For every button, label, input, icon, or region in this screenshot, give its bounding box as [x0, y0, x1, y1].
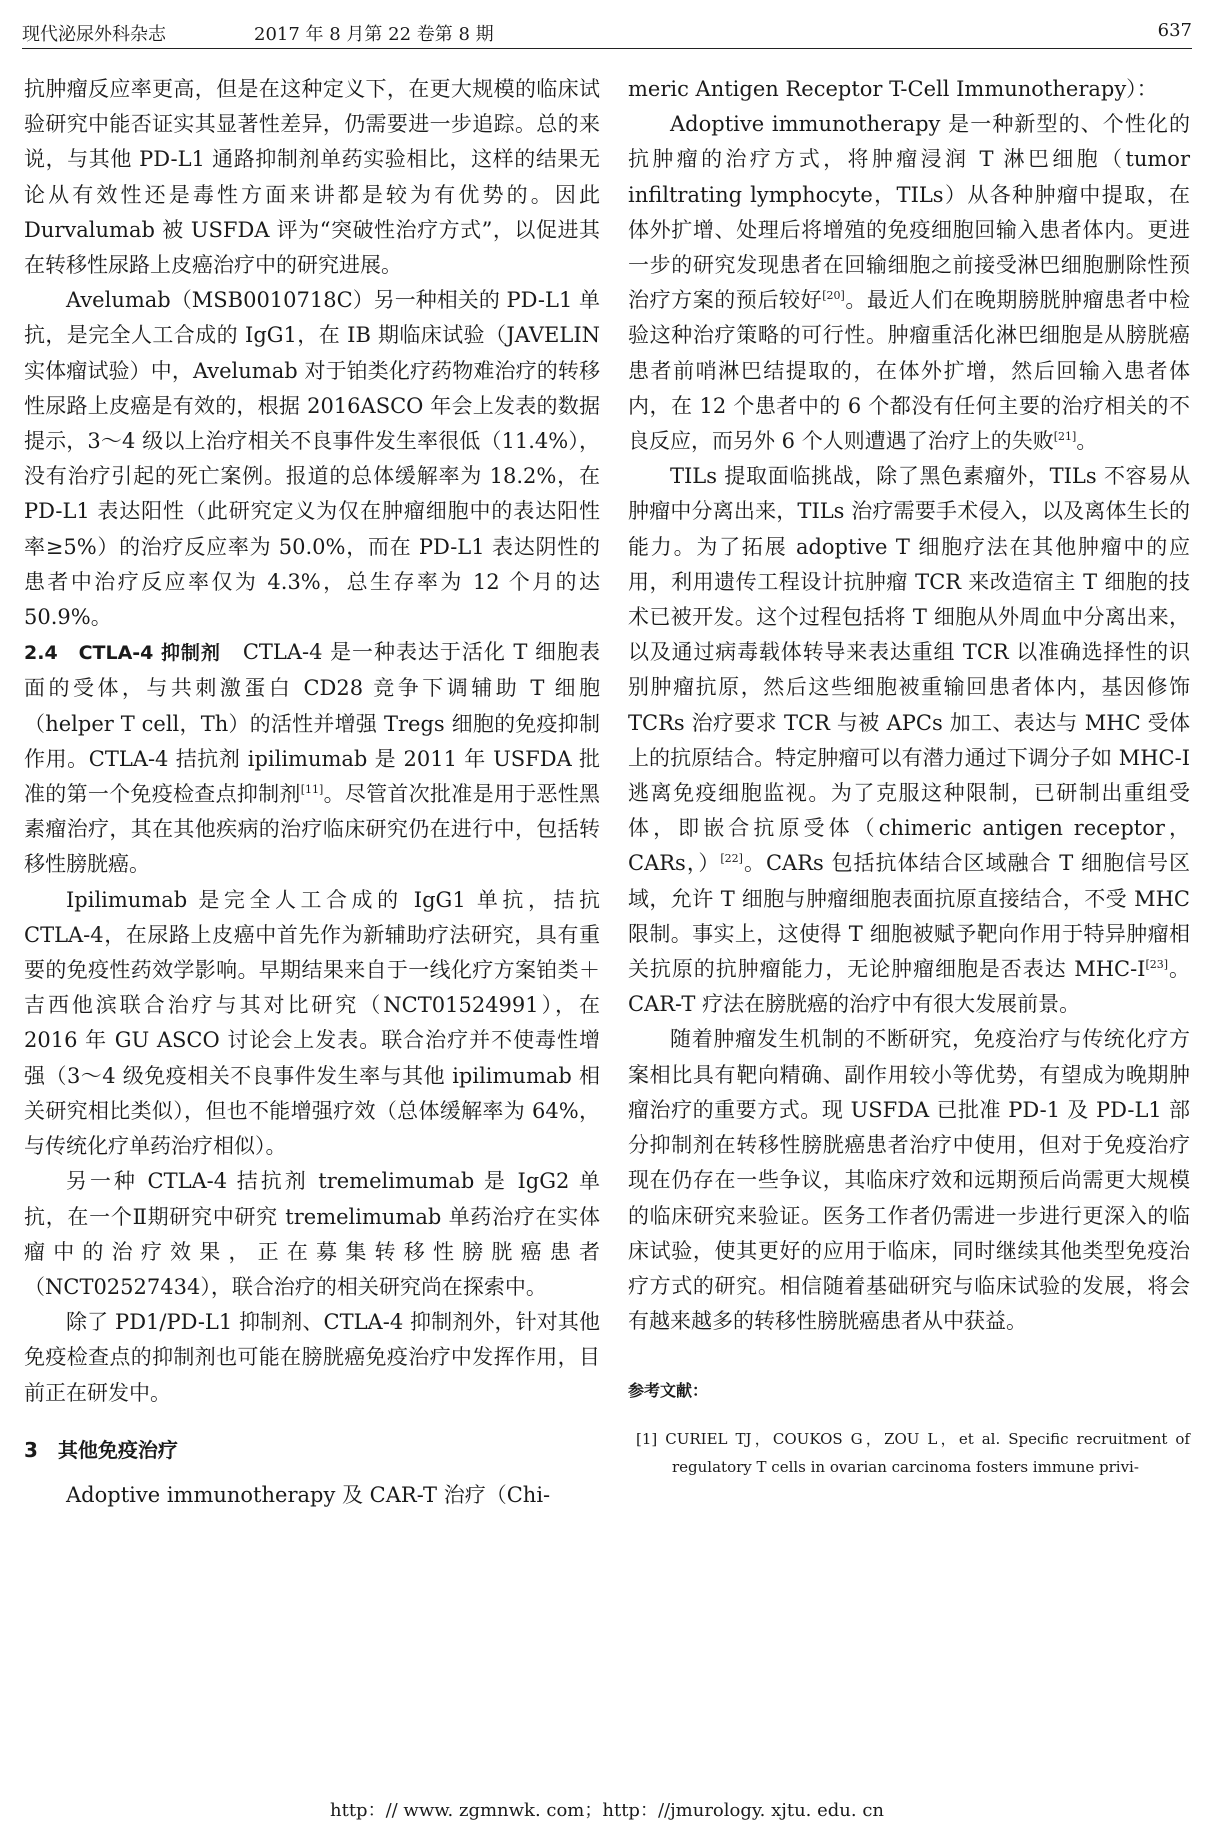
section-heading: 3 其他免疫治疗 [24, 1437, 178, 1462]
issue-info: 2017 年 8 月第 22 卷第 8 期 [254, 24, 494, 45]
journal-name: 现代泌尿外科杂志 [22, 24, 166, 45]
running-header [22, 14, 1192, 49]
citation[interactable]: [11] [300, 783, 324, 797]
reference-item: [1] CURIEL TJ，COUKOS G，ZOU L，et al. Specific recruitment of regulatory T cells in ovarian carcinoma fosters immune privi- [636, 1429, 1190, 1476]
footer-urls: http：// www. zgmnwk. com；http：//jmurology. xjtu. edu. cn [330, 1800, 884, 1821]
paragraph: Adoptive immunotherapy 是一种新型的、个性化的抗肿瘤的治疗方式，将肿瘤浸润 T 淋巴细胞（tumor infiltrating lymphocyte，TILs）从各种肿瘤中提取，在体外扩增、处理后将增殖的免疫细胞回输入患者体内。更进一步的研究发现患者在回输细胞之前接受淋巴细胞删除性预治疗方案的预后较好[20]。最近人们在晚期膀胱肿瘤患者中检验这种治疗策略的可行性。肿瘤重活化淋巴细胞是从膀胱癌患者前哨淋巴结提取的，在体外扩增，然后回输入患者体内，在 12 个患者中的 6 个都没有任何主要的治疗相关的不良反应，而另外 6 个人则遭遇了治疗上的失败[21]。 [628, 112, 1190, 454]
page-number: 637 [1157, 20, 1192, 41]
paragraph: 另一种 CTLA-4 拮抗剂 tremelimumab 是 IgG2 单抗，在一个Ⅱ期研究中研究 tremelimumab 单药治疗在实体瘤中的治疗效果，正在募集转移性膀胱癌患者（NCT02527434），联合治疗的相关研究尚在探索中。 [24, 1169, 600, 1299]
left-column [24, 72, 600, 1513]
paragraph: 抗肿瘤反应率更高，但是在这种定义下，在更大规模的临床试验研究中能否证实其显著性差异，仍需要进一步追踪。总的来说，与其他 PD-L1 通路抑制剂单药实验相比，这样的结果无论从有效性还是毒性方面来讲都是较为有优势的。因此 Durvalumab 被 USFDA 评为“突破性治疗方式”，以促进其在转移性尿路上皮癌治疗中的研究进展。 [24, 77, 600, 278]
paragraph: TILs 提取面临挑战，除了黑色素瘤外，TILs 不容易从肿瘤中分离出来，TILs 治疗需要手术侵入，以及离体生长的能力。为了拓展 adoptive T 细胞疗法在其他肿瘤中的应用，利用遗传工程设计抗肿瘤 TCR 来改造宿主 T 细胞的技术已被开发。这个过程包括将 T 细胞从外周血中分离出来，以及通过病毒载体转导来表达重组 TCR 以准确选择性的识别肿瘤抗原，然后这些细胞被重输回患者体内，基因修饰 TCRs 治疗要求 TCR 与被 APCs 加工、表达与 MHC 受体上的抗原结合。特定肿瘤可以有潜力通过下调分子如 MHC-I 逃离免疫细胞监视。为了克服这种限制，已研制出重组受体，即嵌合抗原受体（chimeric antigen receptor，CARs，）[22]。CARs 包括抗体结合区域融合 T 细胞信号区域，允许 T 细胞与肿瘤细胞表面抗原直接结合，不受 MHC 限制。事实上，这使得 T 细胞被赋予靶向作用于特异肿瘤相关抗原的抗肿瘤能力，无论肿瘤细胞是否表达 MHC-I[23]。CAR-T 疗法在膀胱癌的治疗中有很大发展前景。 [628, 464, 1191, 1017]
citation[interactable]: [21] [1053, 430, 1077, 444]
paragraph: 除了 PD1/PD-L1 抑制剂、CTLA-4 抑制剂外，针对其他免疫检查点的抑制剂也可能在膀胱癌免疫治疗中发挥作用，目前正在研发中。 [24, 1310, 600, 1405]
citation[interactable]: [23] [1145, 958, 1169, 972]
paragraph: Ipilimumab 是完全人工合成的 IgG1 单抗，拮抗 CTLA-4，在尿路上皮癌中首先作为新辅助疗法研究，具有重要的免疫性药效学影响。早期结果来自于一线化疗方案铂类＋吉西他滨联合治疗与其对比研究（NCT01524991），在 2016 年 GU ASCO 讨论会上发表。联合治疗并不使毒性增强（3～4 级免疫相关不良事件发生率与其他 ipilimumab 相关研究相比类似），但也不能增强疗效（总体缓解率为 64%，与传统化疗单药治疗相似）。 [24, 887, 600, 1159]
paragraph: Adoptive immunotherapy 及 CAR-T 治疗（Chi- [66, 1482, 551, 1507]
section-2-4: 2.4 CTLA-4 抑制剂 CTLA-4 是一种表达于活化 T 细胞表面的受体，与共刺激蛋白 CD28 竞争下调辅助 T 细胞（helper T cell，Th）的活性并增强 Tregs 细胞的免疫抑制作用。CTLA-4 拮抗剂 ipilimumab 是 2011 年 USFDA 批准的第一个免疫检查点抑制剂[11]。尽管首次批准是用于恶性黑素瘤治疗，其在其他疾病的治疗临床研究仍在进行中，包括转移性膀胱癌。 [24, 640, 600, 877]
paragraph: meric Antigen Receptor T-Cell Immunotherapy）： [628, 77, 1158, 101]
paragraph: Avelumab（MSB0010718C）另一种相关的 PD-L1 单抗，是完全人工合成的 IgG1，在 IB 期临床试验（JAVELIN 实体瘤试验）中，Avelumab 对于铂类化疗药物难治疗的转移性尿路上皮癌是有效的，根据 2016ASCO 年会上发表的数据提示，3～4 级以上治疗相关不良事件发生率很低（11.4%），没有治疗引起的死亡案例。报道的总体缓解率为 18.2%，在 PD-L1 表达阳性（此研究定义为仅在肿瘤细胞中的表达阳性率≥5%）的治疗反应率为 50.0%，而在 PD-L1 表达阴性的患者中治疗反应率仅为 4.3%，总生存率为 12 个月的达 50.9%。 [24, 288, 600, 630]
references-heading: 参考文献： [628, 1381, 709, 1401]
citation[interactable]: [20] [822, 289, 845, 303]
section-heading: 2.4 CTLA-4 抑制剂 [24, 642, 221, 665]
right-column [628, 72, 1190, 1481]
citation[interactable]: [22] [720, 852, 743, 866]
paragraph: 随着肿瘤发生机制的不断研究，免疫治疗与传统化疗方案相比具有靶向精确、副作用较小等优势，有望成为晚期肿瘤治疗的重要方式。现 USFDA 已批准 PD-1 及 PD-L1 部分抑制剂在转移性膀胱癌患者治疗中使用，但对于免疫治疗现在仍存在一些争议，其临床疗效和远期预后尚需更大规模的临床研究来验证。医务工作者仍需进一步进行更深入的临床试验，使其更好的应用于临床，同时继续其他类型免疫治疗方式的研究。相信随着基础研究与临床试验的发展，将会有越来越多的转移性膀胱癌患者从中获益。 [628, 1027, 1190, 1334]
